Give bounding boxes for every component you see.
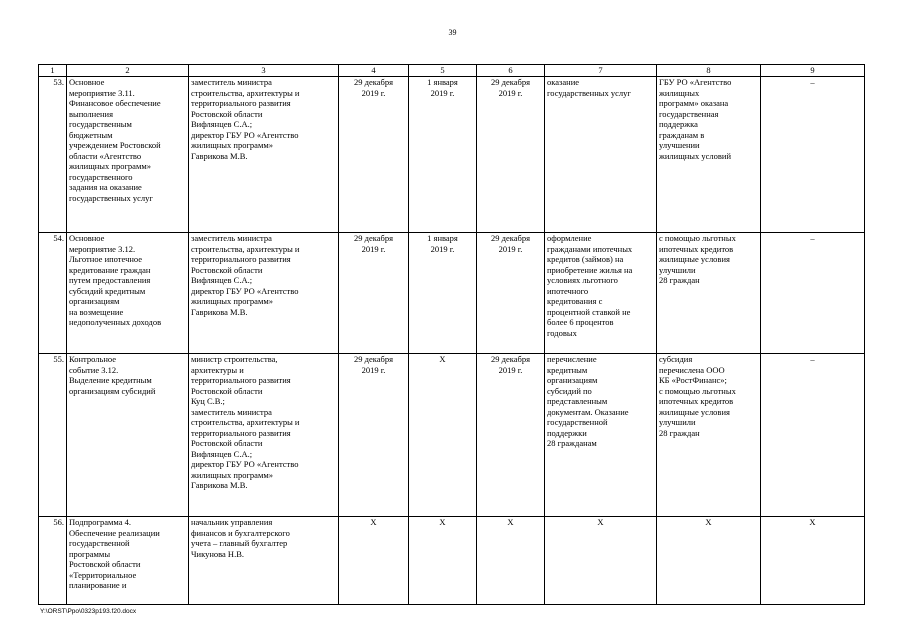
header-cell: 2 (67, 65, 189, 77)
actual-result-cell: субсидия перечислена ООО КБ «РостФинанс»; с помощью льготных ипотечных кредитов жилищные условия улучшили 28 граждан (657, 354, 761, 517)
note-cell: – (761, 77, 865, 233)
actual-result-cell: ГБУ РО «Агентство жилищных программ» оказана государственная поддержка гражданам в улучшении жилищных условий (657, 77, 761, 233)
actual-end-cell: 29 декабря 2019 г. (477, 77, 545, 233)
row-number: 55. (39, 354, 67, 517)
actual-end-cell: 29 декабря 2019 г. (477, 233, 545, 354)
page-number: 39 (448, 28, 457, 37)
planned-result-cell: перечисление кредитным организациям субсидий по представленным документам. Оказание государственной поддержки 28 гражданам (545, 354, 657, 517)
table-row (39, 354, 865, 517)
planned-date-cell: Х (339, 517, 409, 605)
file-path-footer: Y:\ORST\Ppo\0323p193.f20.docx (40, 608, 137, 615)
planned-result-cell: оказание государственных услуг (545, 77, 657, 233)
header-cell: 6 (477, 65, 545, 77)
actual-start-cell: 1 января 2019 г. (409, 77, 477, 233)
event-name-cell: Подпрограмма 4. Обеспечение реализации государственной программы Ростовской области «Территориальное планирование и (67, 517, 189, 605)
actual-start-cell: 1 января 2019 г. (409, 233, 477, 354)
actual-result-cell: Х (657, 517, 761, 605)
header-row (39, 65, 865, 77)
event-name-cell: Основное мероприятие 3.11. Финансовое обеспечение выполнения государственным бюджетным учреждением Ростовской области «Агентство жилищных программ» государственного задания на оказание государственных услуг (67, 77, 189, 233)
actual-result-cell: с помощью льготных ипотечных кредитов жилищные условия улучшили 28 граждан (657, 233, 761, 354)
header-cell: 1 (39, 65, 67, 77)
actual-end-cell: 29 декабря 2019 г. (477, 354, 545, 517)
note-cell: – (761, 354, 865, 517)
row-number: 56. (39, 517, 67, 605)
planned-date-cell: 29 декабря 2019 г. (339, 77, 409, 233)
actual-end-cell: Х (477, 517, 545, 605)
responsible-cell: начальник управления финансов и бухгалтерского учета – главный бухгалтер Чикунова Н.В. (189, 517, 339, 605)
schedule-table (38, 64, 865, 605)
header-cell: 3 (189, 65, 339, 77)
header-cell: 8 (657, 65, 761, 77)
responsible-cell: заместитель министра строительства, архитектуры и территориального развития Ростовской области Вифлянцев С.А.; директор ГБУ РО «Агентство жилищных программ» Гаврикова М.В. (189, 233, 339, 354)
planned-result-cell: оформление гражданами ипотечных кредитов (займов) на приобретение жилья на условиях льготного ипотечного кредитования с процентной ставкой не более 6 процентов годовых (545, 233, 657, 354)
header-cell: 4 (339, 65, 409, 77)
note-cell: Х (761, 517, 865, 605)
table-row (39, 517, 865, 605)
header-cell: 5 (409, 65, 477, 77)
note-cell: – (761, 233, 865, 354)
responsible-cell: заместитель министра строительства, архитектуры и территориального развития Ростовской области Вифлянцев С.А.; директор ГБУ РО «Агентство жилищных программ» Гаврикова М.В. (189, 77, 339, 233)
responsible-cell: министр строительства, архитектуры и территориального развития Ростовской области Куц С.В.; заместитель министра строительства, архитектуры и территориального развития Ростовской области Вифлянцев С.А.; директор ГБУ РО «Агентство жилищных программ» Гаврикова М.В. (189, 354, 339, 517)
event-name-cell: Основное мероприятие 3.12. Льготное ипотечное кредитование граждан путем предоставления субсидий кредитным организациям на возмещение недополученных доходов (67, 233, 189, 354)
header-cell: 7 (545, 65, 657, 77)
actual-start-cell: Х (409, 517, 477, 605)
event-name-cell: Контрольное событие 3.12. Выделение кредитным организациям субсидий (67, 354, 189, 517)
header-cell: 9 (761, 65, 865, 77)
row-number: 53. (39, 77, 67, 233)
planned-result-cell: Х (545, 517, 657, 605)
actual-start-cell: Х (409, 354, 477, 517)
table-row (39, 77, 865, 233)
planned-date-cell: 29 декабря 2019 г. (339, 354, 409, 517)
planned-date-cell: 29 декабря 2019 г. (339, 233, 409, 354)
table-row (39, 233, 865, 354)
row-number: 54. (39, 233, 67, 354)
